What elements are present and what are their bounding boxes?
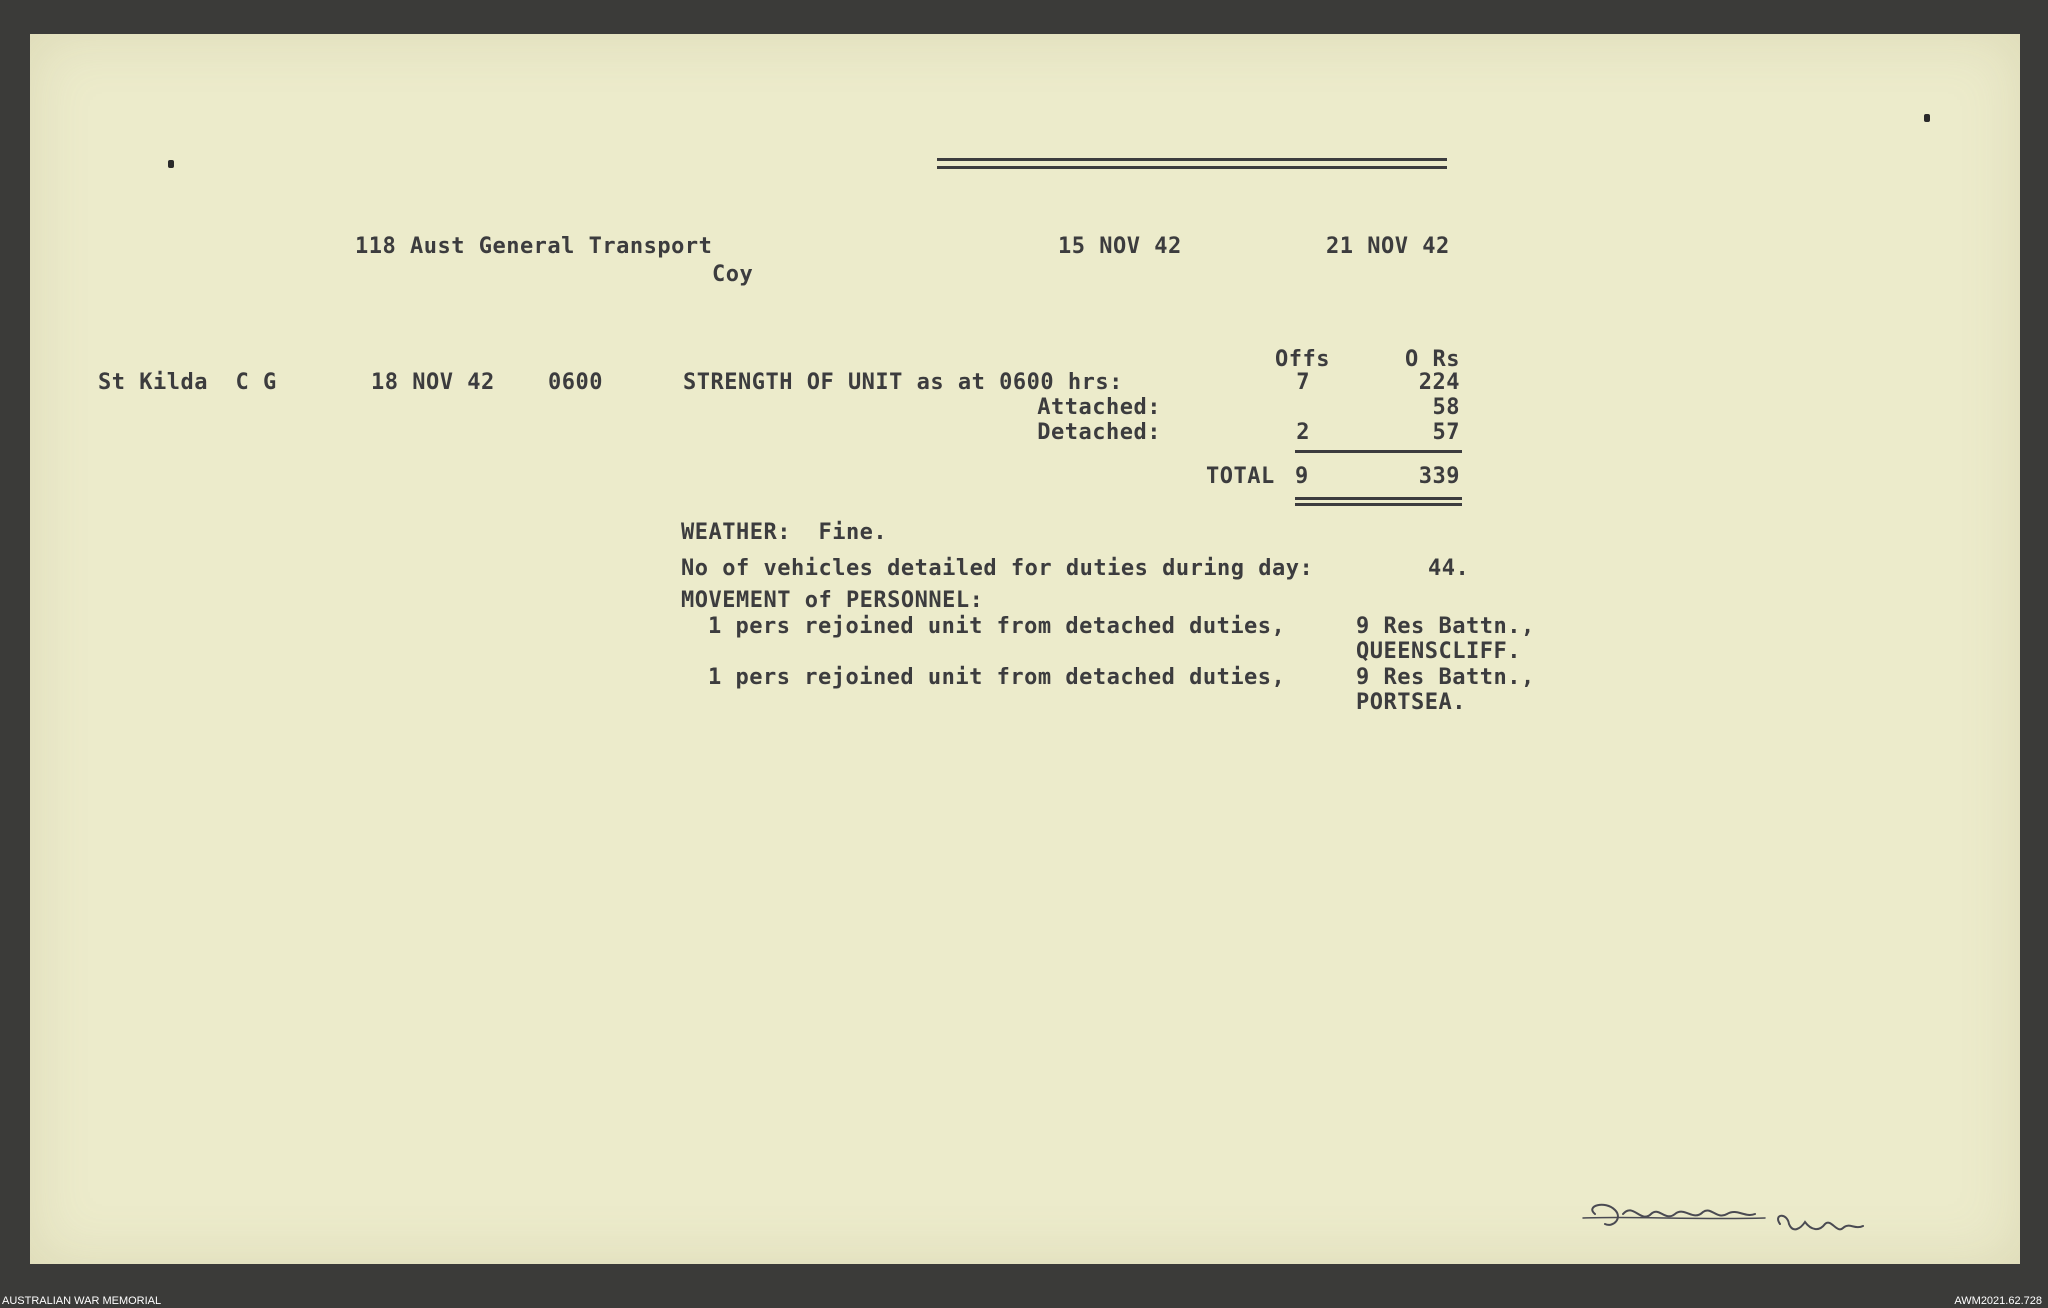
- movement-1-unit: 9 Res Battn.,: [1356, 614, 1535, 639]
- footer-source: AUSTRALIAN WAR MEMORIAL: [2, 1295, 162, 1307]
- strength-ors: 224: [1418, 370, 1460, 395]
- total-label: TOTAL: [1206, 464, 1275, 489]
- total-rule-top: [1295, 450, 1462, 453]
- punch-hole-right: [1924, 114, 1930, 122]
- entry-time: 0600: [548, 370, 603, 395]
- footer-accession: AWM2021.62.728: [1954, 1295, 2042, 1307]
- total-rule-bottom-2: [1295, 503, 1462, 506]
- document-paper: [30, 34, 2020, 1264]
- movement-2-unit: 9 Res Battn.,: [1356, 665, 1535, 690]
- movement-1-text: 1 pers rejoined unit from detached duties,: [708, 614, 1286, 639]
- total-ors: 339: [1418, 464, 1460, 489]
- detached-label: Detached:: [1037, 420, 1161, 445]
- total-rule-bottom: [1295, 497, 1462, 500]
- weather-line: WEATHER: Fine.: [681, 520, 888, 545]
- date-from: 15 NOV 42: [1058, 234, 1182, 259]
- punch-hole-left: [168, 160, 174, 168]
- detached-ors: 57: [1432, 420, 1460, 445]
- attached-ors: 58: [1432, 395, 1460, 420]
- movement-1-place: QUEENSCLIFF.: [1356, 639, 1521, 664]
- column-header-ors: O Rs: [1405, 347, 1460, 372]
- unit-name-line2: Coy: [712, 262, 754, 287]
- movement-heading: MOVEMENT of PERSONNEL:: [681, 588, 984, 613]
- date-to: 21 NOV 42: [1326, 234, 1450, 259]
- column-header-offs: Offs: [1275, 347, 1330, 372]
- handwritten-signature: [1575, 1184, 1895, 1264]
- detached-offs: 2: [1296, 420, 1310, 445]
- unit-name-line1: 118 Aust General Transport: [355, 234, 713, 259]
- movement-2-place: PORTSEA.: [1356, 690, 1466, 715]
- total-offs: 9: [1295, 464, 1309, 489]
- top-double-rule: [937, 158, 1447, 161]
- entry-place: St Kilda C G: [98, 370, 277, 395]
- vehicles-label: No of vehicles detailed for duties during day:: [681, 556, 1314, 581]
- top-double-rule-2: [937, 166, 1447, 169]
- strength-offs: 7: [1296, 370, 1310, 395]
- vehicles-value: 44.: [1428, 556, 1470, 581]
- strength-label: STRENGTH OF UNIT as at 0600 hrs:: [683, 370, 1123, 395]
- attached-label: Attached:: [1037, 395, 1161, 420]
- movement-2-text: 1 pers rejoined unit from detached duties,: [708, 665, 1286, 690]
- entry-date: 18 NOV 42: [371, 370, 495, 395]
